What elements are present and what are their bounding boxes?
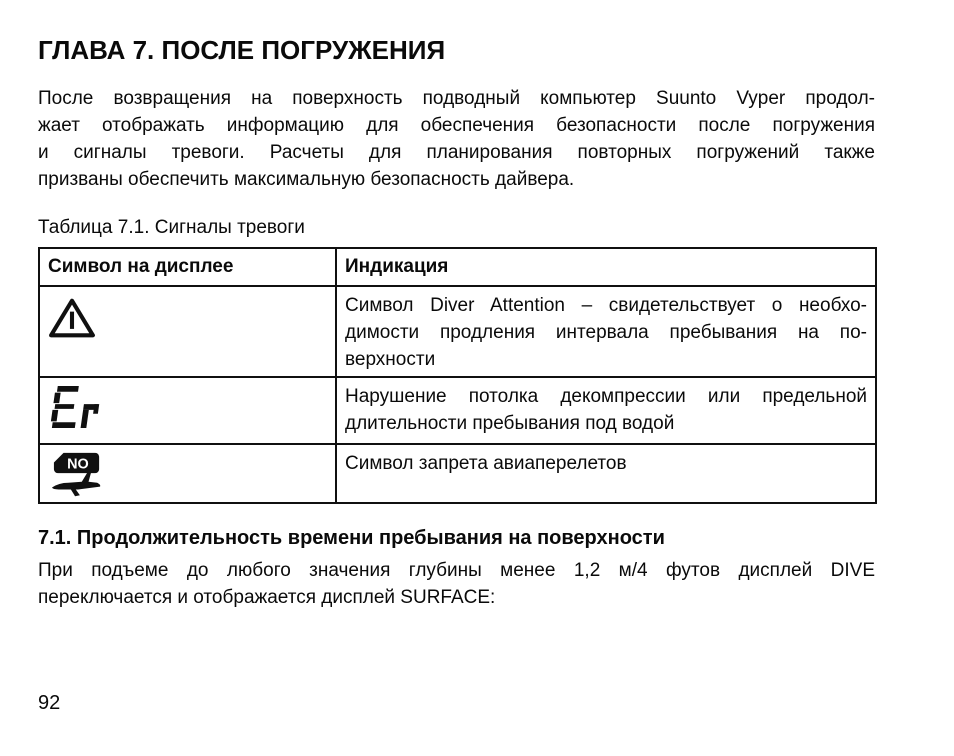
description-cell [336, 444, 876, 503]
description-cell [336, 286, 876, 377]
paragraph-line: переключается и отображается дисплей SURFACE: [38, 587, 496, 608]
diver-attention-warning-triangle-icon [48, 298, 96, 338]
description-cell [336, 377, 876, 444]
er-symbol-text [48, 383, 49, 384]
description-line: Символ Diver Attention – свидетельствует о необхо- [345, 295, 867, 316]
error-seven-segment-icon [48, 385, 102, 429]
symbol-cell [39, 444, 336, 503]
no-fly-icon [48, 451, 106, 501]
symbol-cell [39, 377, 336, 444]
description-line: длительности пребывания под водой [345, 413, 675, 434]
paragraph-line: и сигналы тревоги. Расчеты для планирования повторных погружений также [38, 142, 875, 163]
alarm-signals-table [38, 247, 877, 504]
table-header-row [39, 248, 876, 286]
symbol-cell [39, 286, 336, 377]
paragraph-line: жает отображать информацию для обеспечения безопасности после погружения [38, 115, 875, 136]
table-row [39, 286, 876, 377]
paragraph-line: При подъеме до любого значения глубины менее 1,2 м/4 футов дисплей DIVE [38, 560, 875, 581]
description-line: верхности [345, 349, 436, 370]
section-heading: 7.1. Продолжительность времени пребывания на поверхности [38, 527, 665, 549]
header-symbol-column: Символ на дисплее [39, 248, 336, 286]
table-row [39, 444, 876, 503]
table-caption: Таблица 7.1. Сигналы тревоги [38, 217, 305, 238]
no-fly-label: NO [67, 456, 89, 473]
header-indication-column: Индикация [336, 248, 876, 286]
chapter-title: ГЛАВА 7. ПОСЛЕ ПОГРУЖЕНИЯ [38, 35, 446, 65]
intro-paragraph [38, 85, 875, 193]
page-number: 92 [38, 692, 61, 714]
paragraph-line: призваны обеспечить максимальную безопасность дайвера. [38, 169, 575, 190]
paragraph-line: После возвращения на поверхность подводный компьютер Suunto Vyper продол- [38, 88, 875, 109]
description-line: димости продления интервала пребывания на по- [345, 322, 867, 343]
description-line: Нарушение потолка декомпрессии или предельной [345, 386, 867, 407]
table-row [39, 377, 876, 444]
description-line: Символ запрета авиаперелетов [345, 453, 627, 474]
section-paragraph [38, 557, 875, 611]
